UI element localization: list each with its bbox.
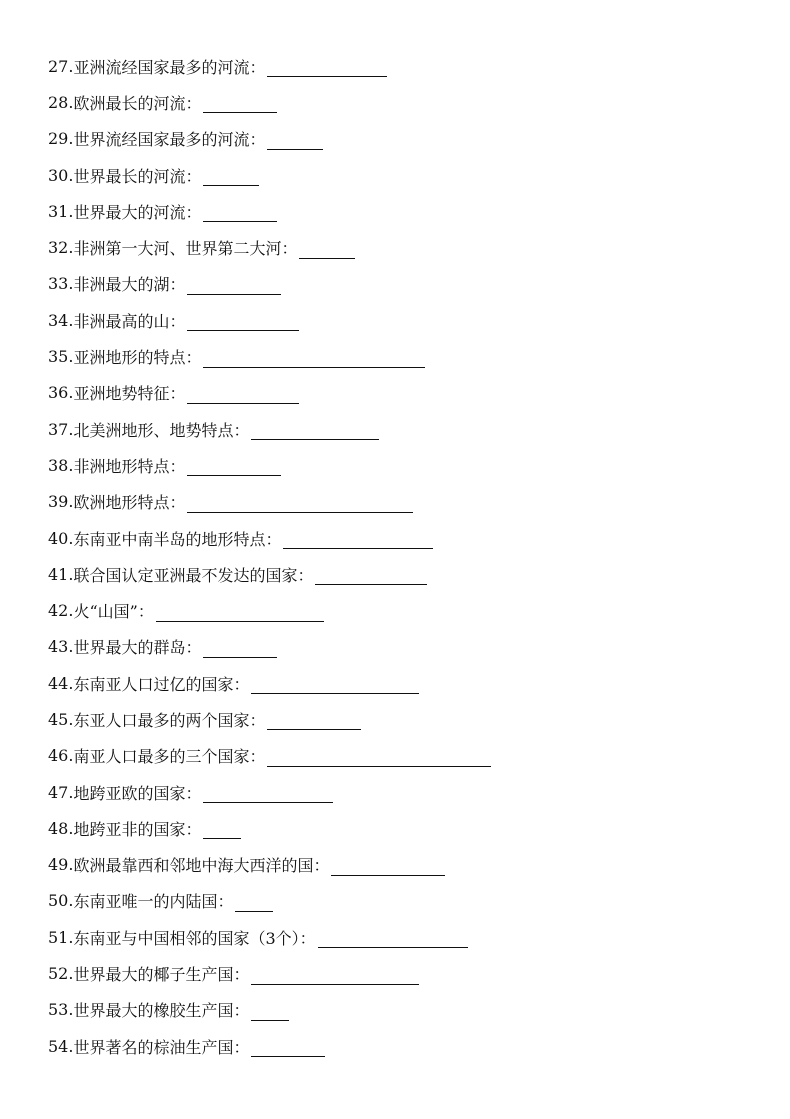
question-number: 33. [48, 274, 74, 294]
question-item [48, 229, 491, 265]
answer-blank[interactable] [251, 424, 379, 440]
question-text: 欧洲最长的河流： [73, 93, 202, 113]
answer-blank[interactable] [267, 134, 323, 150]
answer-blank[interactable] [267, 714, 361, 730]
question-number: 30. [48, 165, 74, 185]
question-number: 38. [48, 455, 74, 475]
question-item [48, 1028, 491, 1064]
question-item [48, 919, 491, 955]
question-number: 28. [48, 92, 74, 112]
question-text: 亚洲地势特征： [73, 384, 186, 404]
question-number: 41. [48, 564, 74, 584]
question-text: 东亚人口最多的两个国家： [73, 710, 266, 730]
question-text: 非洲最大的湖： [73, 275, 186, 295]
answer-blank[interactable] [187, 315, 299, 331]
question-number: 32. [48, 238, 74, 258]
question-item [48, 629, 491, 665]
question-item [48, 520, 491, 556]
question-item [48, 84, 491, 120]
question-text: 世界最大的椰子生产国： [73, 965, 250, 985]
question-list [48, 48, 491, 1064]
question-item [48, 810, 491, 846]
question-number: 36. [48, 383, 74, 403]
question-number: 48. [48, 818, 74, 838]
question-item [48, 665, 491, 701]
question-item [48, 302, 491, 338]
question-text: 东南亚唯一的内陆国： [73, 892, 234, 912]
question-text: 欧洲最靠西和邻地中海大西洋的国： [73, 856, 330, 876]
question-item [48, 992, 491, 1028]
question-item [48, 375, 491, 411]
answer-blank[interactable] [267, 61, 387, 77]
question-number: 29. [48, 129, 74, 149]
question-text: 联合国认定亚洲最不发达的国家： [73, 565, 314, 585]
question-text: 世界最大的橡胶生产国： [73, 1001, 250, 1021]
question-text: 非洲第一大河、世界第二大河： [73, 239, 298, 259]
question-item [48, 338, 491, 374]
question-text: 非洲最高的山： [73, 311, 186, 331]
question-number: 40. [48, 528, 74, 548]
answer-blank[interactable] [251, 1041, 325, 1057]
answer-blank[interactable] [235, 896, 273, 912]
question-number: 49. [48, 855, 74, 875]
question-number: 27. [48, 56, 74, 76]
answer-blank[interactable] [203, 97, 277, 113]
answer-blank[interactable] [187, 497, 413, 513]
answer-blank[interactable] [203, 823, 241, 839]
question-item [48, 266, 491, 302]
question-text: 世界著名的棕油生产国： [73, 1037, 250, 1057]
question-item [48, 738, 491, 774]
question-item [48, 411, 491, 447]
question-number: 53. [48, 1000, 74, 1020]
question-text: 世界最大的群岛： [73, 638, 202, 658]
question-number: 37. [48, 419, 74, 439]
question-item [48, 556, 491, 592]
question-text: 亚洲地形的特点： [73, 348, 202, 368]
answer-blank[interactable] [187, 279, 281, 295]
question-text: 欧洲地形特点： [73, 493, 186, 513]
question-number: 35. [48, 347, 74, 367]
question-item [48, 484, 491, 520]
question-number: 44. [48, 673, 74, 693]
answer-blank[interactable] [203, 206, 277, 222]
question-number: 46. [48, 746, 74, 766]
answer-blank[interactable] [299, 243, 355, 259]
question-text: 北美洲地形、地势特点： [73, 420, 250, 440]
question-number: 50. [48, 891, 74, 911]
question-item [48, 48, 491, 84]
question-text: 南亚人口最多的三个国家： [73, 747, 266, 767]
question-text: 世界最大的河流： [73, 202, 202, 222]
question-number: 43. [48, 637, 74, 657]
question-number: 51. [48, 927, 74, 947]
answer-blank[interactable] [267, 751, 491, 767]
answer-blank[interactable] [251, 969, 419, 985]
question-item [48, 883, 491, 919]
question-text: 东南亚人口过亿的国家： [73, 674, 250, 694]
answer-blank[interactable] [203, 170, 259, 186]
question-text: 地跨亚非的国家： [73, 819, 202, 839]
answer-blank[interactable] [203, 642, 277, 658]
question-item [48, 121, 491, 157]
question-number: 52. [48, 964, 74, 984]
answer-blank[interactable] [251, 1005, 289, 1021]
question-item [48, 193, 491, 229]
question-item [48, 701, 491, 737]
question-number: 54. [48, 1036, 74, 1056]
answer-blank[interactable] [156, 606, 324, 622]
question-text: 火“山国”： [73, 602, 154, 622]
answer-blank[interactable] [251, 678, 419, 694]
question-item [48, 157, 491, 193]
question-text: 地跨亚欧的国家： [73, 783, 202, 803]
question-number: 42. [48, 601, 74, 621]
question-text: 东南亚与中国相邻的国家（3个）： [73, 928, 316, 948]
question-text: 亚洲流经国家最多的河流： [73, 57, 266, 77]
answer-blank[interactable] [283, 533, 433, 549]
answer-blank[interactable] [203, 352, 425, 368]
answer-blank[interactable] [187, 460, 281, 476]
answer-blank[interactable] [203, 787, 333, 803]
question-item [48, 847, 491, 883]
question-item [48, 774, 491, 810]
question-number: 39. [48, 492, 74, 512]
answer-blank[interactable] [331, 860, 445, 876]
question-item [48, 955, 491, 991]
question-text: 东南亚中南半岛的地形特点： [73, 529, 282, 549]
question-number: 34. [48, 310, 74, 330]
question-item [48, 592, 491, 628]
question-text: 世界最长的河流： [73, 166, 202, 186]
question-item [48, 447, 491, 483]
question-number: 31. [48, 201, 74, 221]
answer-blank[interactable] [318, 932, 468, 948]
question-number: 47. [48, 782, 74, 802]
answer-blank[interactable] [315, 569, 427, 585]
answer-blank[interactable] [187, 388, 299, 404]
question-text: 非洲地形特点： [73, 456, 186, 476]
question-text: 世界流经国家最多的河流： [73, 130, 266, 150]
question-number: 45. [48, 709, 74, 729]
